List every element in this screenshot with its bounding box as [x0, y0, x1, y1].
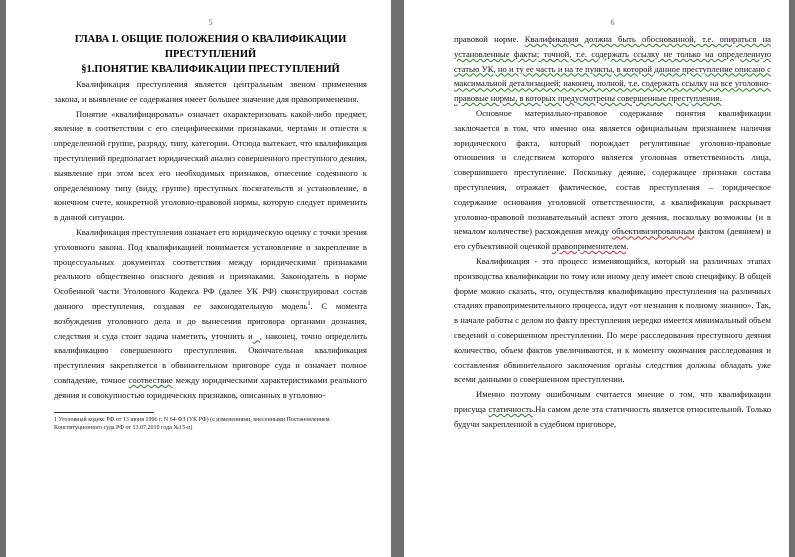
page-number-right: 6	[610, 18, 615, 27]
paragraph: Квалификация преступления является центральным звеном применения закона, и выявление ее содержания имеет большее значение для правоприменения.	[54, 79, 367, 104]
left-page	[6, 0, 391, 557]
right-page	[404, 0, 789, 557]
text-run: Основное материально-правовое содержание понятия квалификации заключается в том, что именно она является официальным признанием наличия юридического факта, который порождает регулятивные уголовно-правовые отношения и следствием которого является уголовная ответственность лица, совершившего преступление. Поскольку деяние, содержащее признаки состава преступления, отражает фактическое, состав преступления – юридическое содержание основания уголовной ответственности, а квалификация раскрывает уголовно-правовой познавательный аспект этого деяния, поскольку возможны (и в немалом количестве) расхождения между	[454, 107, 771, 237]
footnote: 1 Уголовный кодекс РФ от 13 июня 1996 г. N 64-ФЗ (УК РФ) (с изменениями, внесенными Постановлением Конституционного суда РФ от 13.07.2010 года №15-п)	[54, 416, 330, 431]
spelling-error-word[interactable]: объективизированным	[611, 226, 695, 237]
chapter-heading-line1: ГЛАВА I. ОБЩИЕ ПОЛОЖЕНИЯ О КВАЛИФИКАЦИИ	[74, 34, 347, 45]
text-run: фактом (деянием) и его субъективной оценкой	[454, 226, 772, 252]
grammar-flagged-word[interactable]: статичность	[488, 403, 533, 414]
text-run: Именно поэтому ошибочным считается мнение о том, что квалификации присуща	[454, 389, 771, 414]
spelling-error-word[interactable]: правоприменителем	[552, 241, 627, 252]
text-run: Квалификация преступления означает его юридическую оценку с точки зрения уголовного закона. Под квалификацией понимается установление и закрепление в процессуальных документах соответствия между юридическими признаками реального общественно опасного деяния и признаками. Законодатель в норме Особенной части Уголовного Кодекса РФ (далее УК РФ) сконструировал состав данного преступления, создавая ее законодательную модель	[54, 226, 367, 311]
text-run: , наконец, точно определить квалификацию совершенного преступления. Окончательная квалификация преступления закрепляется в обвинительном приговоре суда и означает полное совпадение, точное	[54, 330, 368, 385]
text-run: . С момента возбуждения уголовного дела и до вынесения приговора органами дознания, следствия и суда стоит задача наметить, уточнить и	[54, 300, 368, 341]
section-heading: §1.ПОНЯТИЕ КВАЛИФИКАЦИИ ПРЕСТУПЛЕНИЙ	[81, 64, 340, 75]
grammar-mark[interactable]	[253, 331, 260, 341]
paragraph: Понятие «квалифицировать» означает охарактеризовать какой-либо предмет, явление в соответствии с его специфическими признаками, чертами и отнести к определенной группе, разряду, типу, категории. Отсюда вытекает, что квалификация преступлений предполагает юридический анализ совершенного преступного деяния, выявление при этом всех его необходимых признаков, отнесение содеянного к определенному типу (виду, группе) преступных посягательств и установление, в конечном счете, конкретной уголовно-правовой нормы, которую следует применить в данной ситуации.	[54, 108, 367, 223]
page-number-left: 5	[208, 18, 213, 27]
footnote-separator	[54, 412, 154, 413]
text-run: между юридическими характеристиками реального деяния и совокупностью юридических признаков, описанных в уголовно-	[54, 374, 367, 400]
text-run: правовой норме.	[454, 34, 519, 44]
text-run: .	[626, 241, 629, 252]
chapter-heading-line2: ПРЕСТУПЛЕНИЙ	[164, 49, 257, 60]
paragraph	[54, 225, 367, 403]
paragraph	[454, 106, 771, 254]
grammar-flagged-text[interactable]: Квалификация должна быть обоснованной, т.е. опираться на установленные факты; точной, т.е. содержать ссылку не только на определенную статью УК, но и ту ее часть и на те пункты, в которой данное преступление описано с максимальной детализацией; наконец, полной, т.е. содержать ссылку на все уголовно-правовые нормы, в которых предусмотрены совершенные преступления.	[454, 34, 771, 104]
footnote-ref[interactable]: 1	[307, 301, 311, 308]
paragraph	[454, 387, 771, 431]
paragraph	[454, 32, 771, 106]
spelling-error-word[interactable]: соотвествие	[128, 374, 173, 385]
paragraph: Квалификация - это процесс изменяющийся, который на различных этапах производства квалификации по тому или иному делу имеет свою специфику. В общей форме можно сказать, что, осуществляя квалификацию преступления на различных стадиях правоприменительного процесса, идут «от незнания к полному знанию». Так, в начале работы с делом по факту преступления нередко имеется минимальный объем сведений о совершенном преступлении. По мере расследования преступного деяния количество, объем фактов увеличиваются, и к моменту окончания расследования и составления обвинительного заключения органы следствия должны обладать уже всеми данными о совершенном преступлении.	[454, 255, 771, 385]
text-run: .На самом деле эта статичность является относительной. Только будучи закрепленной в судебном приговоре,	[454, 403, 772, 429]
